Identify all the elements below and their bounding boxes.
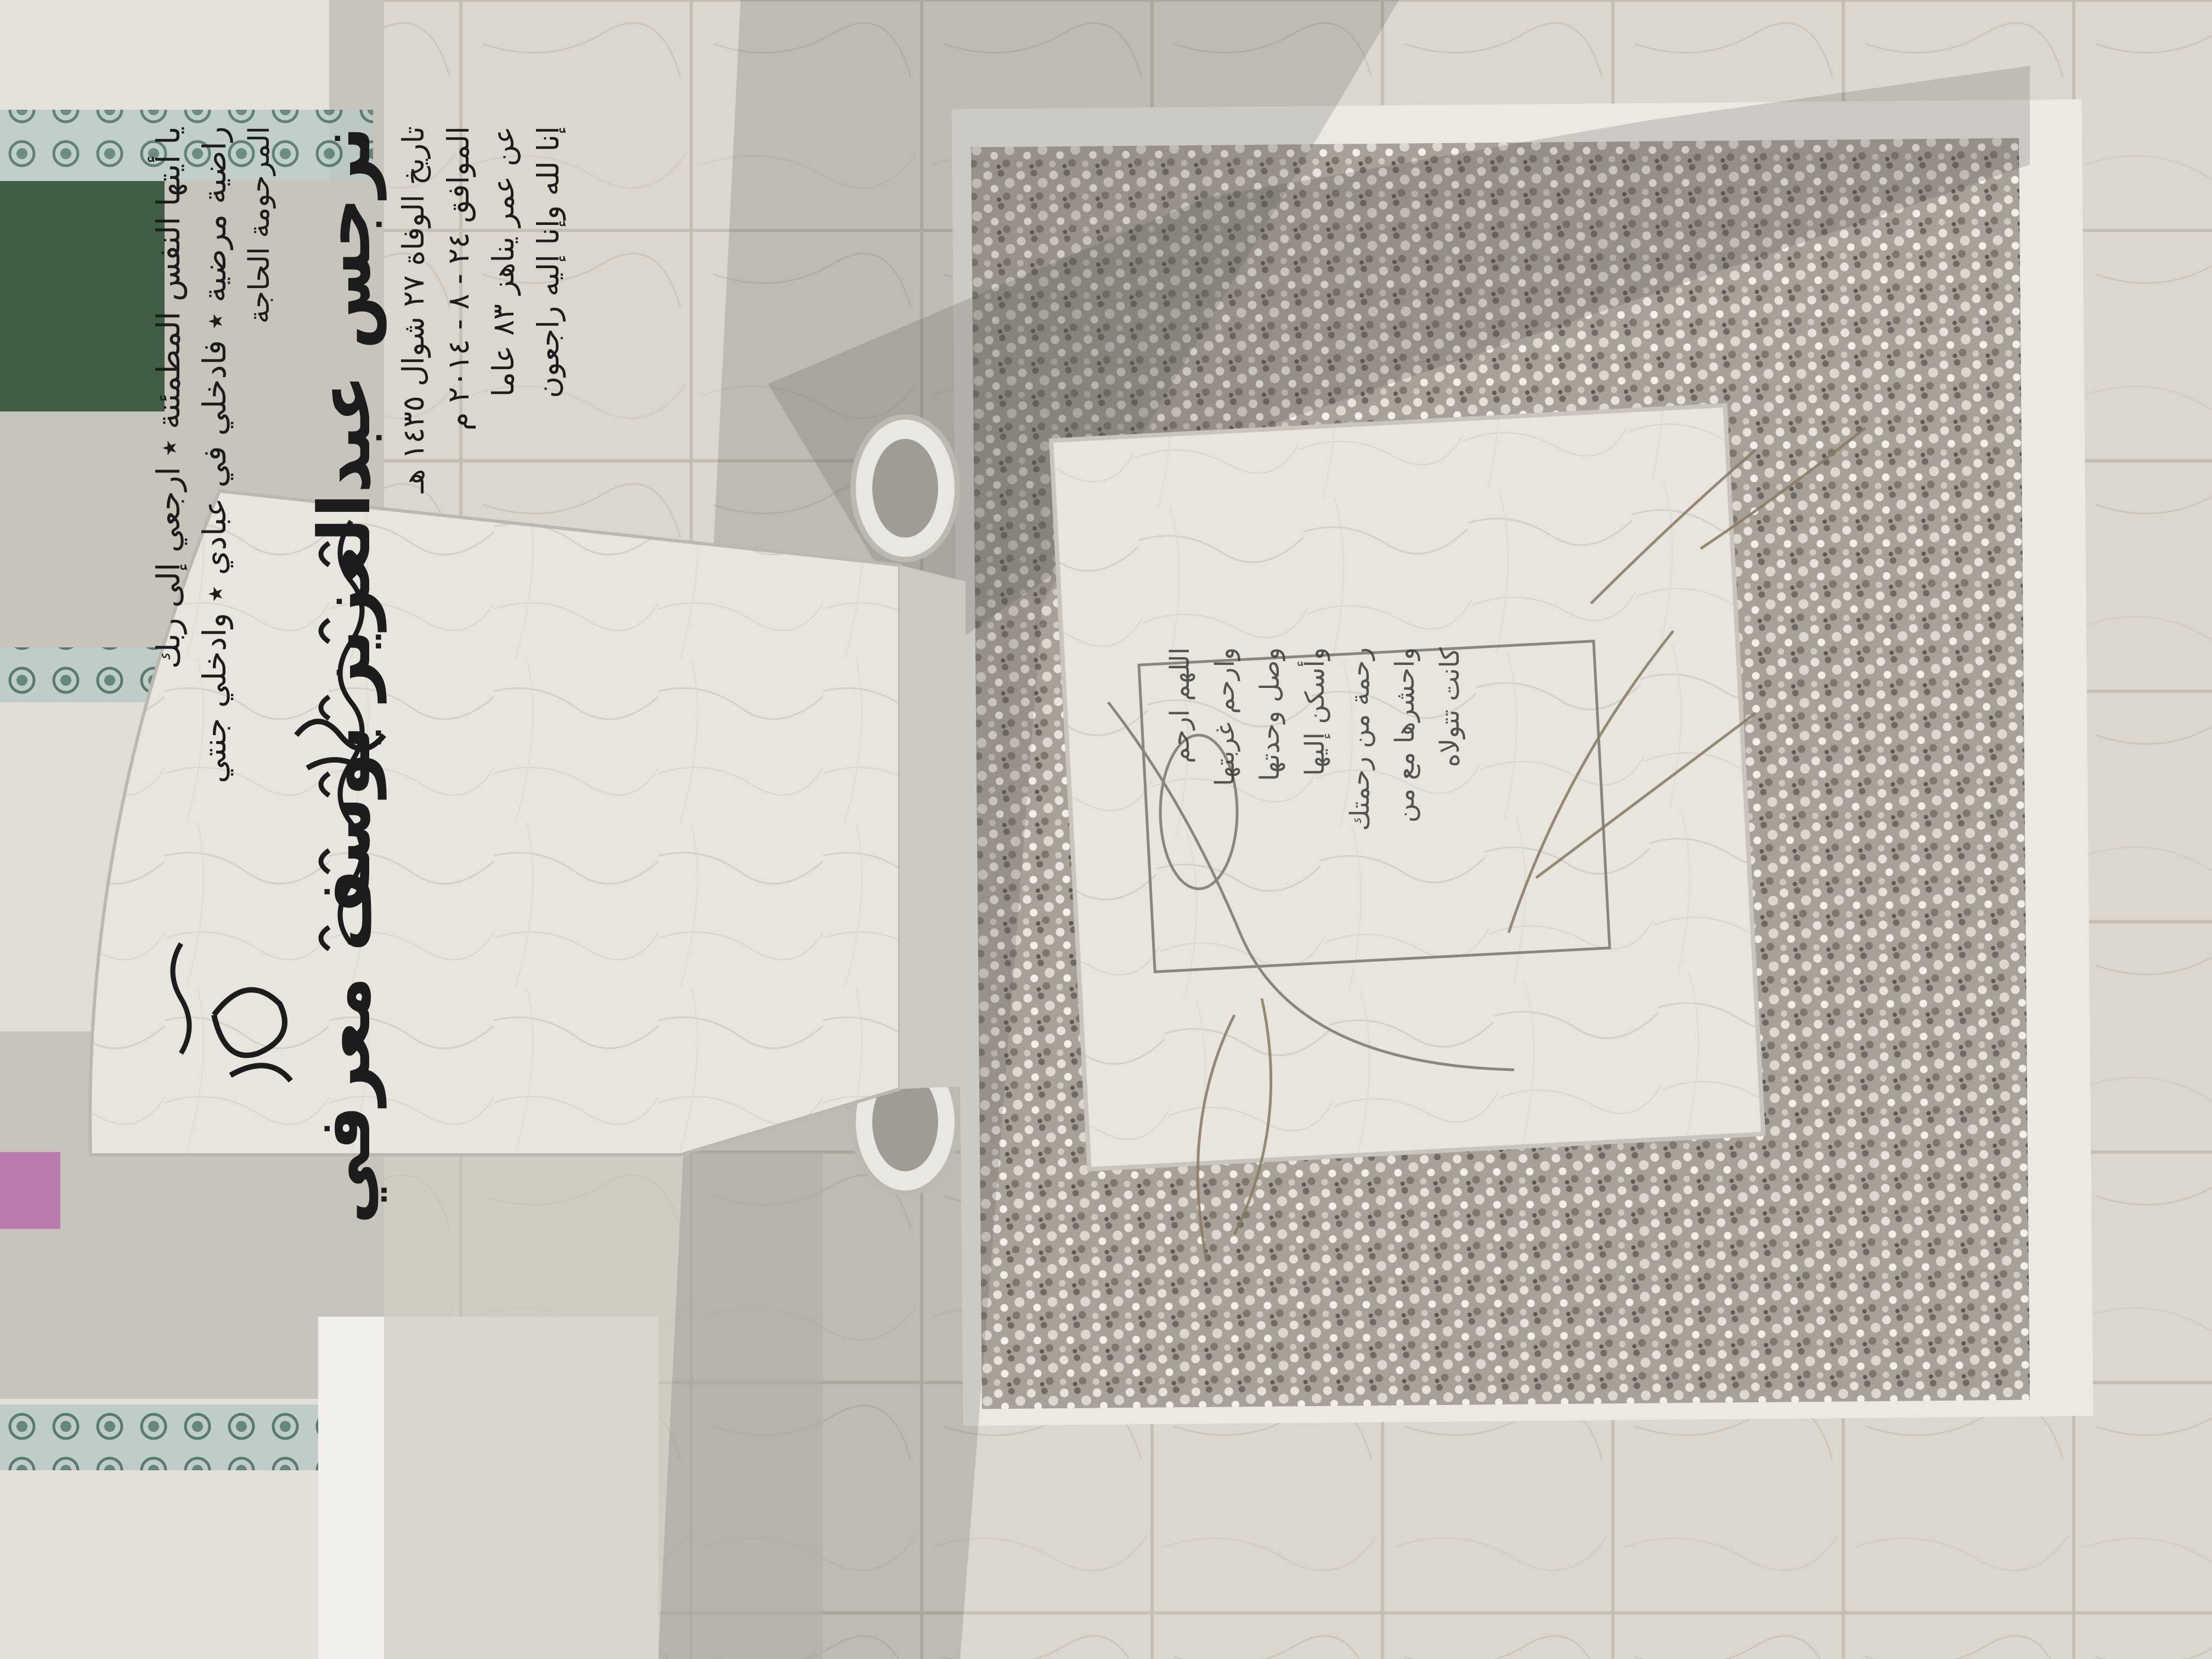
slab-line-1: اللهم ارحم (1165, 647, 1195, 764)
headstone-inscription (145, 126, 694, 1224)
slab-line-5: رحمة من رحمتك (1345, 647, 1375, 831)
slab-line-3: وصل وحدتها (1255, 647, 1285, 781)
headstone-closing: إنا لله وإنا إليه راجعون (531, 126, 566, 398)
slab-inscription (1158, 647, 1596, 955)
slab-line-2: وارحم غربتها (1210, 647, 1240, 786)
neighbor-green-headstone (0, 181, 165, 411)
headstone-label: المرحومة الحاجة (243, 126, 276, 324)
flowers (0, 1152, 60, 1229)
slab-line-6: واحشرها مع من (1390, 647, 1420, 823)
slab-line-4: وأسكن إليها (1300, 647, 1330, 776)
headstone-gregorian-date: الموافق ٢٤ - ٨ - ٢٠١٤ م (441, 126, 476, 431)
slab-line-7: كانت تتولاه (1435, 647, 1465, 768)
headstone-name: نرجس عبدالعزيز يوسف معرفي (303, 126, 386, 1224)
headstone-verse-line-1: يا أيتها النفس المطمئنة ٭ ارجعي إلى ربك (150, 126, 187, 669)
neighbor-headstone-middle-band (0, 647, 165, 702)
glass-bowl-top-inner (872, 439, 938, 538)
headstone-death-date: تاريخ الوفاة ٢٧ شوال ١٤٣٥ هـ (396, 126, 431, 493)
headstone-age: عن عمر يناهز ٨٣ عاما (486, 126, 521, 397)
headstone-side (900, 565, 966, 1089)
headstone-verse-line-2: راضية مرضية ٭ فادخلي في عبادي ٭ وادخلي جنتي (196, 126, 233, 783)
neighbor-headstone-bottom-band (0, 1404, 340, 1470)
